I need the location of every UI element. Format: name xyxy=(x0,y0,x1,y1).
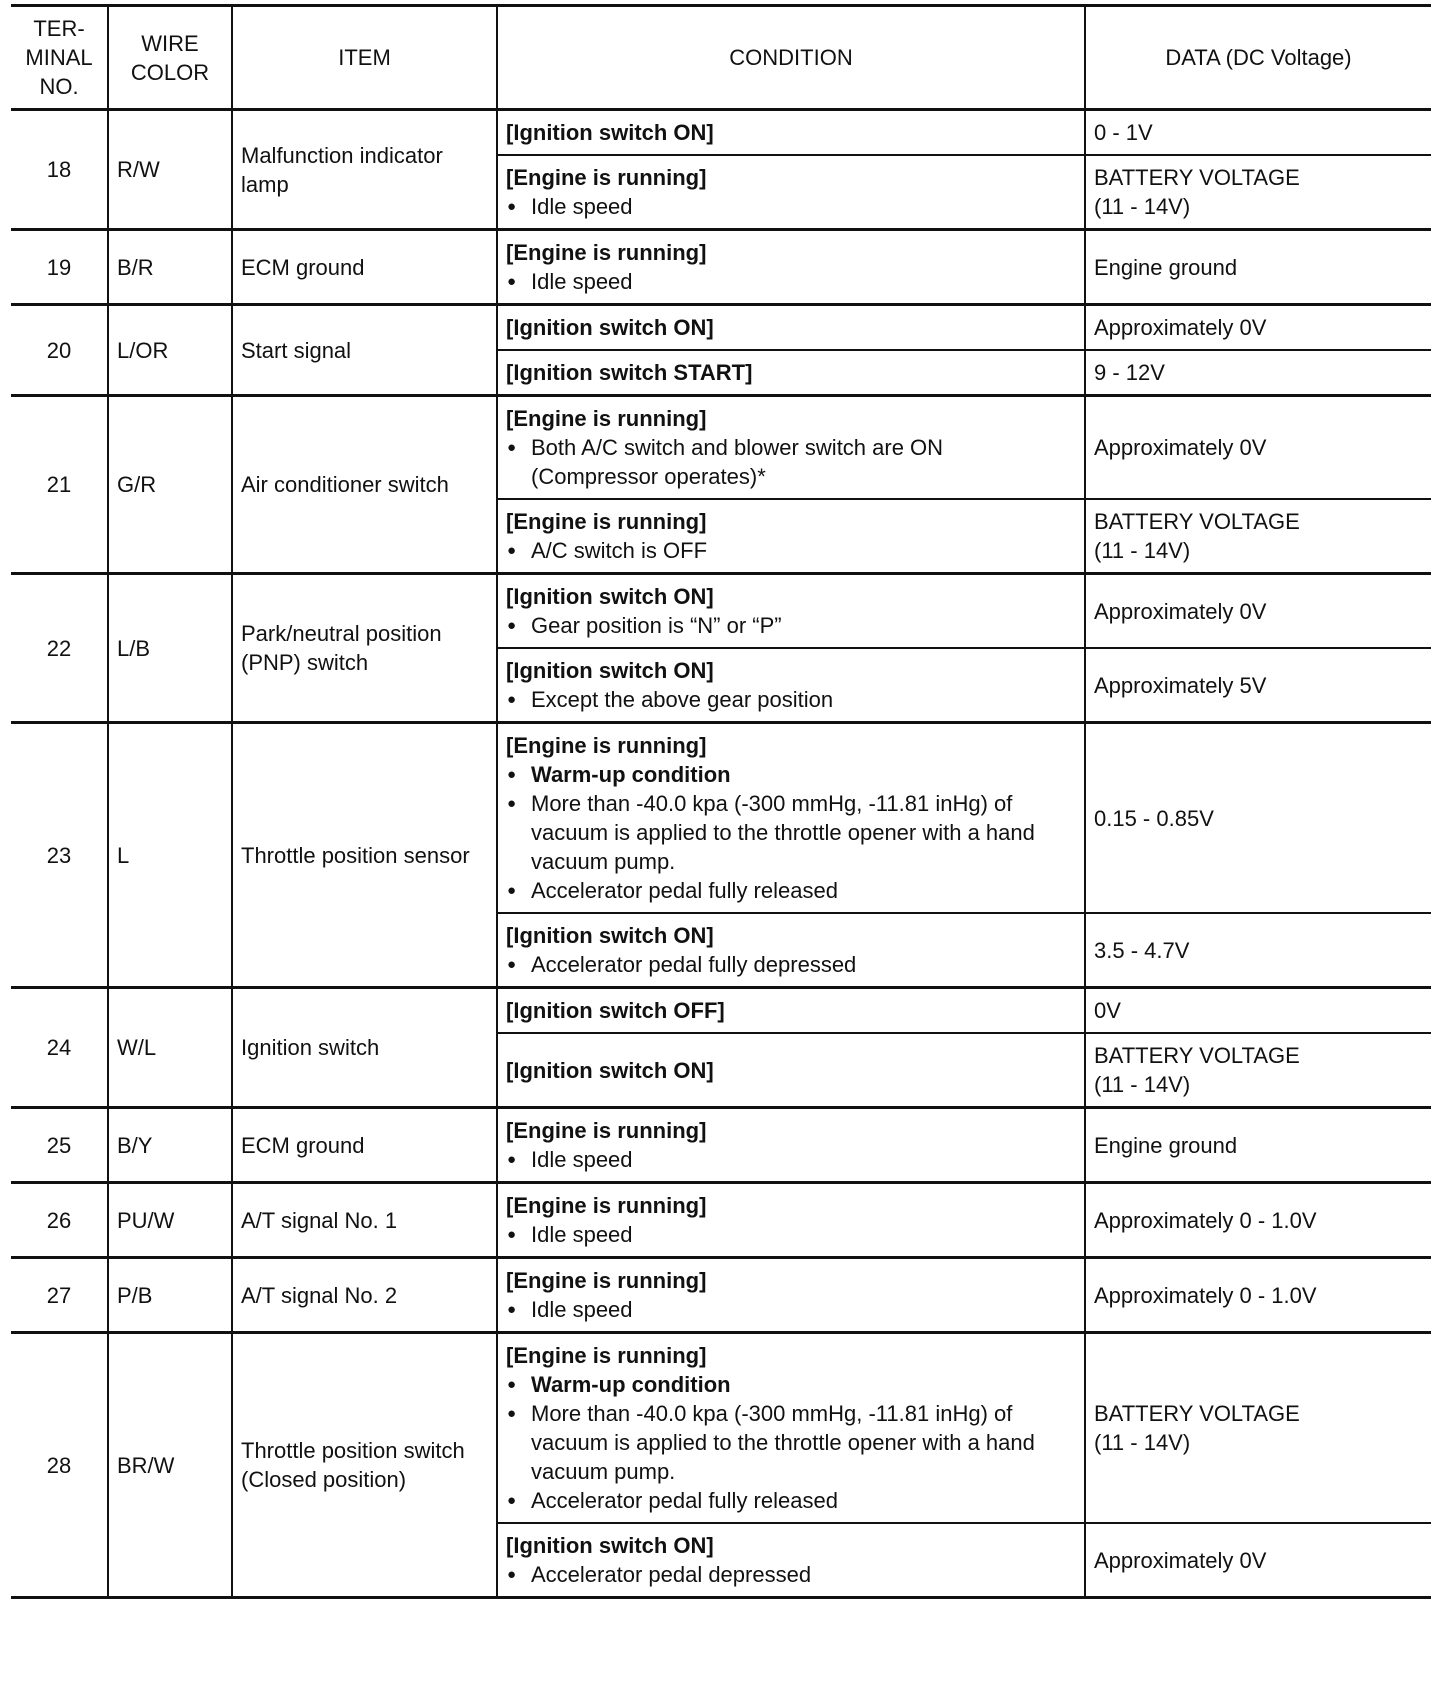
condition-cell xyxy=(497,230,1085,305)
condition-heading: [Ignition switch ON] xyxy=(506,584,714,609)
condition-bullet-list xyxy=(506,192,1076,221)
condition-heading: [Engine is running] xyxy=(506,1268,707,1293)
table-row xyxy=(11,1333,1431,1524)
dc-voltage-value: 0 - 1V xyxy=(1085,110,1431,156)
terminal-number: 23 xyxy=(11,723,108,988)
item-name: Throttle position switch (Closed position) xyxy=(232,1333,497,1598)
wire-color: B/R xyxy=(108,230,232,305)
condition-bullet-list xyxy=(506,950,1076,979)
condition-cell xyxy=(497,350,1085,396)
dc-voltage-value: 0.15 - 0.85V xyxy=(1085,723,1431,914)
wire-color: R/W xyxy=(108,110,232,230)
condition-heading: [Engine is running] xyxy=(506,509,707,534)
terminal-number: 21 xyxy=(11,396,108,574)
dc-voltage-value: 0V xyxy=(1085,988,1431,1034)
dc-voltage-value: Approximately 5V xyxy=(1085,648,1431,723)
terminal-number: 22 xyxy=(11,574,108,723)
condition-bullet-list xyxy=(506,1145,1076,1174)
dc-voltage-value: Approximately 0 - 1.0V xyxy=(1085,1258,1431,1333)
condition-cell xyxy=(497,499,1085,574)
dc-voltage-value: Approximately 0 - 1.0V xyxy=(1085,1183,1431,1258)
header-wire-color: WIRE COLOR xyxy=(108,6,232,110)
condition-bullet: ● More than -40.0 kpa (-300 mmHg, -11.81 inHg) of vacuum is applied to the throttle opener with a hand vacuum pump. xyxy=(506,1399,1076,1486)
condition-bullet: ● A/C switch is OFF xyxy=(506,536,1076,565)
terminal-number: 28 xyxy=(11,1333,108,1598)
item-name: Malfunction indicator lamp xyxy=(232,110,497,230)
header-data: DATA (DC Voltage) xyxy=(1085,6,1431,110)
condition-bullet: ● Gear position is “N” or “P” xyxy=(506,611,1076,640)
item-name: A/T signal No. 2 xyxy=(232,1258,497,1333)
condition-cell xyxy=(497,110,1085,156)
wire-color: B/Y xyxy=(108,1108,232,1183)
table-row xyxy=(11,1108,1431,1183)
terminal-number: 26 xyxy=(11,1183,108,1258)
condition-heading: [Engine is running] xyxy=(506,165,707,190)
condition-cell xyxy=(497,574,1085,649)
terminal-number: 18 xyxy=(11,110,108,230)
header-terminal-no: TER- MINAL NO. xyxy=(11,6,108,110)
table-body xyxy=(11,110,1431,1598)
dc-voltage-value: Engine ground xyxy=(1085,1108,1431,1183)
condition-cell xyxy=(497,1333,1085,1524)
dc-voltage-value: Approximately 0V xyxy=(1085,574,1431,649)
condition-bullet: ● Idle speed xyxy=(506,1220,1076,1249)
condition-bullet-list xyxy=(506,267,1076,296)
condition-heading: [Ignition switch ON] xyxy=(506,658,714,683)
item-name: ECM ground xyxy=(232,1108,497,1183)
condition-cell xyxy=(497,305,1085,351)
dc-voltage-value: 3.5 - 4.7V xyxy=(1085,913,1431,988)
item-name: Start signal xyxy=(232,305,497,396)
condition-heading: [Ignition switch START] xyxy=(506,360,753,385)
condition-bullet: ● Idle speed xyxy=(506,1145,1076,1174)
wire-color: P/B xyxy=(108,1258,232,1333)
condition-bullet: ● Except the above gear position xyxy=(506,685,1076,714)
condition-cell xyxy=(497,988,1085,1034)
table-row xyxy=(11,1258,1431,1333)
terminal-number: 27 xyxy=(11,1258,108,1333)
condition-cell xyxy=(497,648,1085,723)
dc-voltage-value: 9 - 12V xyxy=(1085,350,1431,396)
item-name: Throttle position sensor xyxy=(232,723,497,988)
condition-bullet: ● Both A/C switch and blower switch are ON (Compressor operates)* xyxy=(506,433,1076,491)
item-name: A/T signal No. 1 xyxy=(232,1183,497,1258)
condition-bullet-list xyxy=(506,433,1076,491)
condition-cell xyxy=(497,1033,1085,1108)
wire-color: L/OR xyxy=(108,305,232,396)
dc-voltage-value: Approximately 0V xyxy=(1085,1523,1431,1598)
condition-cell xyxy=(497,1183,1085,1258)
table-row xyxy=(11,110,1431,156)
wire-color: PU/W xyxy=(108,1183,232,1258)
condition-bullet: ● Warm-up condition xyxy=(506,1370,1076,1399)
wire-color: BR/W xyxy=(108,1333,232,1598)
condition-heading: [Engine is running] xyxy=(506,240,707,265)
dc-voltage-value: BATTERY VOLTAGE (11 - 14V) xyxy=(1085,1033,1431,1108)
condition-cell xyxy=(497,913,1085,988)
condition-bullet-list xyxy=(506,685,1076,714)
wire-color: L/B xyxy=(108,574,232,723)
ecm-terminal-table xyxy=(11,4,1431,1599)
dc-voltage-value: Approximately 0V xyxy=(1085,396,1431,500)
condition-cell xyxy=(497,1523,1085,1598)
table-row xyxy=(11,396,1431,500)
header-condition: CONDITION xyxy=(497,6,1085,110)
condition-cell xyxy=(497,396,1085,500)
condition-heading: [Engine is running] xyxy=(506,1193,707,1218)
condition-cell xyxy=(497,1108,1085,1183)
condition-heading: [Ignition switch ON] xyxy=(506,923,714,948)
condition-bullet-list xyxy=(506,1370,1076,1515)
item-name: Park/neutral position (PNP) switch xyxy=(232,574,497,723)
condition-heading: [Ignition switch ON] xyxy=(506,1533,714,1558)
item-name: Ignition switch xyxy=(232,988,497,1108)
condition-bullet-list xyxy=(506,536,1076,565)
condition-cell xyxy=(497,155,1085,230)
condition-bullet-list xyxy=(506,1560,1076,1589)
wire-color: L xyxy=(108,723,232,988)
table-row xyxy=(11,723,1431,914)
dc-voltage-value: Engine ground xyxy=(1085,230,1431,305)
condition-bullet: ● Accelerator pedal fully depressed xyxy=(506,950,1076,979)
table-row xyxy=(11,230,1431,305)
table-row xyxy=(11,305,1431,351)
table-row xyxy=(11,1183,1431,1258)
condition-bullet: ● Accelerator pedal depressed xyxy=(506,1560,1076,1589)
condition-heading: [Ignition switch ON] xyxy=(506,1057,714,1083)
condition-bullet-list xyxy=(506,611,1076,640)
condition-bullet-list xyxy=(506,1295,1076,1324)
condition-heading: [Ignition switch ON] xyxy=(506,315,714,340)
terminal-number: 20 xyxy=(11,305,108,396)
dc-voltage-value: BATTERY VOLTAGE (11 - 14V) xyxy=(1085,499,1431,574)
wire-color: G/R xyxy=(108,396,232,574)
condition-heading: [Ignition switch ON] xyxy=(506,120,714,145)
header-item: ITEM xyxy=(232,6,497,110)
header-row xyxy=(11,6,1431,110)
table-row xyxy=(11,988,1431,1034)
condition-heading: [Engine is running] xyxy=(506,1118,707,1143)
item-name: ECM ground xyxy=(232,230,497,305)
condition-bullet-list xyxy=(506,1220,1076,1249)
terminal-number: 25 xyxy=(11,1108,108,1183)
condition-bullet: ● Accelerator pedal fully released xyxy=(506,876,1076,905)
dc-voltage-value: Approximately 0V xyxy=(1085,305,1431,351)
condition-bullet-list xyxy=(506,760,1076,905)
condition-cell xyxy=(497,1258,1085,1333)
condition-bullet: ● Accelerator pedal fully released xyxy=(506,1486,1076,1515)
condition-cell xyxy=(497,723,1085,914)
table-row xyxy=(11,574,1431,649)
dc-voltage-value: BATTERY VOLTAGE (11 - 14V) xyxy=(1085,1333,1431,1524)
condition-heading: [Ignition switch OFF] xyxy=(506,998,725,1023)
terminal-number: 19 xyxy=(11,230,108,305)
condition-bullet: ● More than -40.0 kpa (-300 mmHg, -11.81 inHg) of vacuum is applied to the throttle opener with a hand vacuum pump. xyxy=(506,789,1076,876)
condition-bullet: ● Idle speed xyxy=(506,267,1076,296)
condition-heading: [Engine is running] xyxy=(506,406,707,431)
condition-bullet: ● Idle speed xyxy=(506,1295,1076,1324)
condition-bullet: ● Warm-up condition xyxy=(506,760,1076,789)
condition-heading: [Engine is running] xyxy=(506,733,707,758)
wire-color: W/L xyxy=(108,988,232,1108)
condition-bullet: ● Idle speed xyxy=(506,192,1076,221)
terminal-number: 24 xyxy=(11,988,108,1108)
dc-voltage-value: BATTERY VOLTAGE (11 - 14V) xyxy=(1085,155,1431,230)
condition-heading: [Engine is running] xyxy=(506,1343,707,1368)
item-name: Air conditioner switch xyxy=(232,396,497,574)
